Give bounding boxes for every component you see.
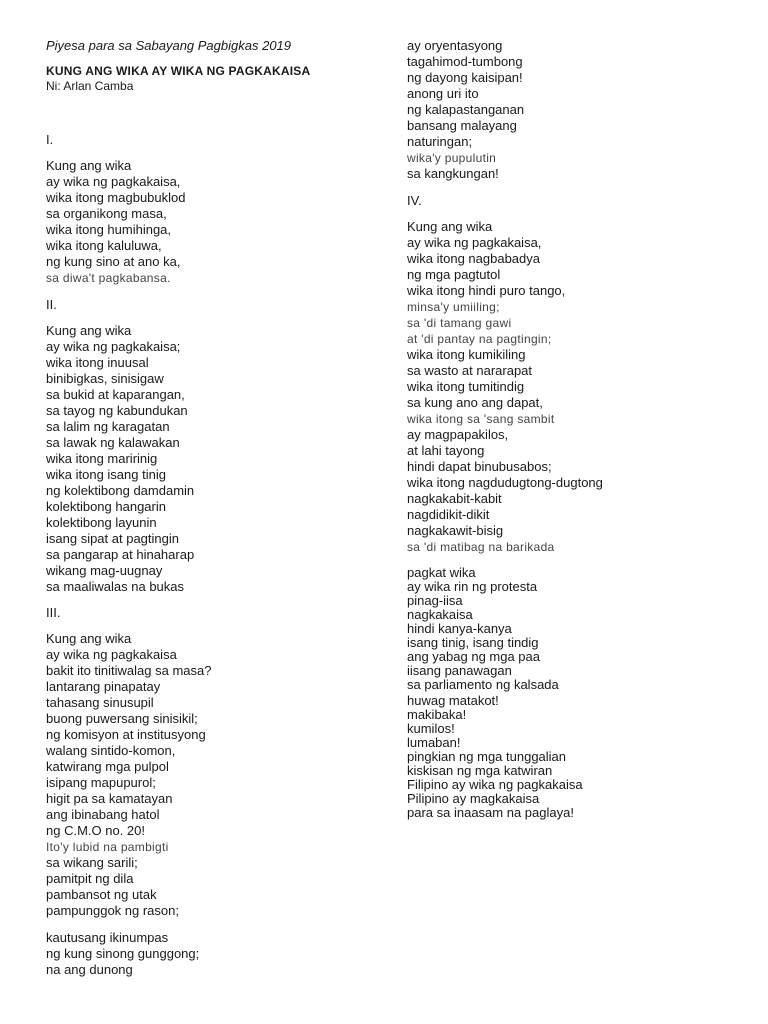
poem-line: ng kung sinong gunggong; <box>46 946 200 961</box>
poem-line: Kung ang wika <box>46 323 132 338</box>
poem-line: sa parliamento ng kalsada <box>407 677 559 692</box>
poem-line: binibigkas, sinisigaw <box>46 371 164 386</box>
poem-line: ay wika rin ng protesta <box>407 579 538 594</box>
poem-subtitle: Piyesa para sa Sabayang Pagbigkas 2019 <box>46 38 292 53</box>
poem-line: sa lawak ng kalawakan <box>46 435 180 450</box>
poem-line: nagkakabit-kabit <box>407 491 502 506</box>
section-3-stanza <box>46 631 211 919</box>
poem-line: wikang mag-uugnay <box>46 563 163 578</box>
poem-line: sa diwa't pagkabansa. <box>46 271 171 285</box>
poem-line: pinag-iisa <box>407 593 463 608</box>
section-1-heading: I. <box>46 132 54 147</box>
poem-title: KUNG ANG WIKA AY WIKA NG PAGKAKAISA <box>46 64 311 78</box>
poem-line: kumilos! <box>407 721 455 736</box>
poem-line: iisang panawagan <box>407 663 512 678</box>
poem-line: ay wika ng pagkakaisa, <box>407 235 542 250</box>
poem-line: tahasang sinusupil <box>46 695 154 710</box>
poem-line: wika itong kumikiling <box>407 347 526 362</box>
poem-line: isang tinig, isang tindig <box>407 635 539 650</box>
poem-line: at lahi tayong <box>407 443 485 458</box>
section-3-column-2-stanza <box>407 38 524 182</box>
poem-line: ang ibinabang hatol <box>46 807 160 822</box>
poem-line: na ang dunong <box>46 962 133 977</box>
section-4-heading: IV. <box>407 193 422 208</box>
poem-line: sa maaliwalas na bukas <box>46 579 185 594</box>
section-2-heading: II. <box>46 297 57 312</box>
poem-line: wika itong inuusal <box>46 355 149 370</box>
poem-line: kolektibong layunin <box>46 515 157 530</box>
poem-line: makibaka! <box>407 707 467 722</box>
poem-line: at 'di pantay na pagtingin; <box>407 332 552 346</box>
poem-line: huwag matakot! <box>407 693 499 708</box>
poem-line: ay oryentasyong <box>407 38 503 53</box>
poem-line: sa kangkungan! <box>407 166 499 181</box>
poem-line: sa 'di matibag na barikada <box>407 540 555 554</box>
poem-line: wika itong isang tinig <box>46 467 166 482</box>
poem-line: pambansot ng utak <box>46 887 157 902</box>
poem-line: katwirang mga pulpol <box>46 759 169 774</box>
poem-line: wika itong maririnig <box>46 451 158 466</box>
poem-line: minsa'y umiiling; <box>407 300 500 314</box>
section-1-stanza <box>46 158 185 286</box>
poem-line: wika itong hindi puro tango, <box>407 283 566 298</box>
poem-line: ng dayong kaisipan! <box>407 70 523 85</box>
poem-line: ng mga pagtutol <box>407 267 501 282</box>
poem-line: nagdidikit-dikit <box>407 507 490 522</box>
poem-line: tagahimod-tumbong <box>407 54 523 69</box>
poem-line: nagkakawit-bisig <box>407 523 504 538</box>
poem-line: hindi dapat binubusabos; <box>407 459 552 474</box>
poem-line: wika itong nagdudugtong-dugtong <box>407 475 603 490</box>
poem-line: pingkian ng mga tunggalian <box>407 749 567 764</box>
section-2-stanza <box>46 323 194 595</box>
poem-line: wika itong kaluluwa, <box>46 238 162 253</box>
poem-line: wika itong sa 'sang sambit <box>407 412 555 426</box>
poem-line: ng C.M.O no. 20! <box>46 823 145 838</box>
poem-line: wika itong tumitindig <box>407 379 525 394</box>
poem-line: Kung ang wika <box>407 219 493 234</box>
section-4-stanza <box>407 219 603 555</box>
poem-line: nagkakaisa <box>407 607 473 622</box>
poem-line: hindi kanya-kanya <box>407 621 512 636</box>
poem-line: Pilipino ay magkakaisa <box>407 791 540 806</box>
poem-line: wika itong magbubuklod <box>46 190 186 205</box>
poem-line: pagkat wika <box>407 565 476 580</box>
poem-line: ng kalapastanganan <box>407 102 525 117</box>
poem-line: sa wasto at nararapat <box>407 363 533 378</box>
poem-line: bakit ito tinitiwalag sa masa? <box>46 663 212 678</box>
poem-line: isang sipat at pagtingin <box>46 531 179 546</box>
poem-line: wika itong humihinga, <box>46 222 172 237</box>
poem-line: ng komisyon at institusyong <box>46 727 206 742</box>
poem-line: isipang mapupurol; <box>46 775 156 790</box>
poem-line: sa tayog ng kabundukan <box>46 403 188 418</box>
poem-line: kautusang ikinumpas <box>46 930 169 945</box>
poem-line: pampunggok ng rason; <box>46 903 179 918</box>
poem-line: anong uri ito <box>407 86 479 101</box>
poem-line: bansang malayang <box>407 118 517 133</box>
poem-line: sa organikong masa, <box>46 206 167 221</box>
poem-line: buong puwersang sinisikil; <box>46 711 198 726</box>
poem-line: walang sintido-komon, <box>46 743 176 758</box>
poem-line: ay magpapakilos, <box>407 427 509 442</box>
section-4-stanza-2 <box>407 566 559 692</box>
poem-line: lumaban! <box>407 735 461 750</box>
poem-line: Kung ang wika <box>46 631 132 646</box>
poem-line: pamitpit ng dila <box>46 871 134 886</box>
poem-line: ang yabag ng mga paa <box>407 649 540 664</box>
poem-line: ay wika ng pagkakaisa <box>46 647 177 662</box>
poem-line: ay wika ng pagkakaisa, <box>46 174 181 189</box>
section-3-continued-stanza <box>46 930 199 978</box>
poem-line: sa 'di tamang gawi <box>407 316 512 330</box>
poem-line: kolektibong hangarin <box>46 499 166 514</box>
poem-line: sa bukid at kaparangan, <box>46 387 185 402</box>
poem-line: ng kolektibong damdamin <box>46 483 195 498</box>
poem-line: sa lalim ng karagatan <box>46 419 170 434</box>
poem-author: Ni: Arlan Camba <box>46 79 134 93</box>
poem-line: naturingan; <box>407 134 473 149</box>
poem-line: sa kung ano ang dapat, <box>407 395 543 410</box>
poem-line: higit pa sa kamatayan <box>46 791 173 806</box>
poem-line: kiskisan ng mga katwiran <box>407 763 553 778</box>
poem-line: Ito'y lubid na pambigti <box>46 840 169 854</box>
poem-line: para sa inaasam na paglaya! <box>407 805 574 820</box>
poem-line: Filipino ay wika ng pagkakaisa <box>407 777 583 792</box>
poem-line: ng kung sino at ano ka, <box>46 254 181 269</box>
poem-line: wika itong nagbabadya <box>407 251 540 266</box>
section-4-stanza-3 <box>407 694 583 820</box>
poem-line: wika'y pupulutin <box>407 151 497 165</box>
section-3-heading: III. <box>46 605 61 620</box>
poem-line: sa pangarap at hinaharap <box>46 547 195 562</box>
poem-line: lantarang pinapatay <box>46 679 161 694</box>
poem-line: sa wikang sarili; <box>46 855 138 870</box>
poem-line: ay wika ng pagkakaisa; <box>46 339 181 354</box>
poem-line: Kung ang wika <box>46 158 132 173</box>
